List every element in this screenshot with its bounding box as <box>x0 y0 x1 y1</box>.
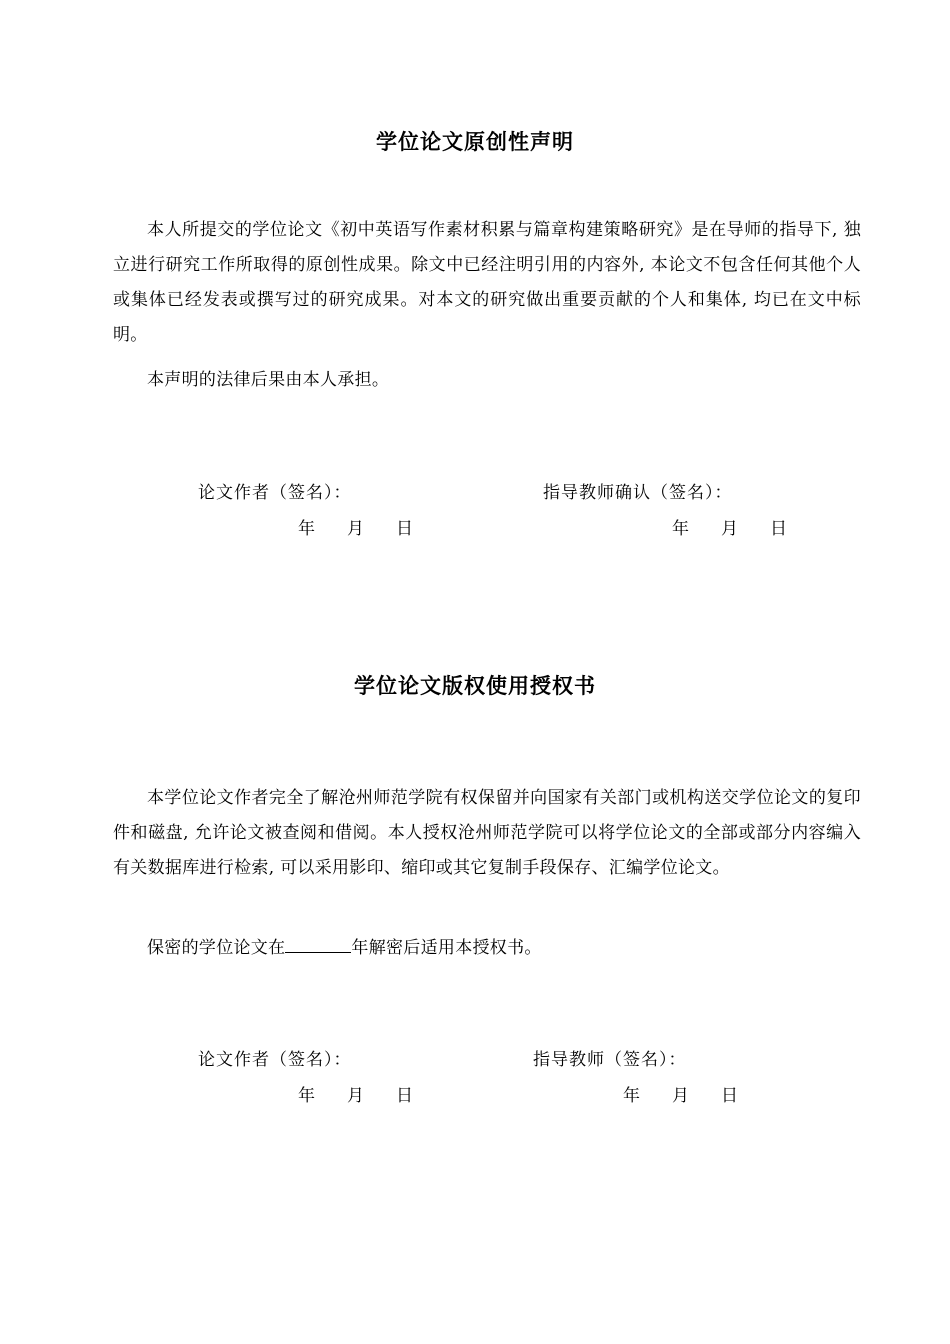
originality-advisor-date <box>672 514 787 539</box>
originality-title: 学位论文原创性声明 <box>376 130 574 154</box>
date-year: 年 <box>672 519 689 539</box>
originality-author-signature-label: 论文作者（签名）： <box>198 483 352 503</box>
date-month: 月 <box>672 1086 689 1106</box>
date-day: 日 <box>396 519 413 539</box>
originality-liability-paragraph: 本声明的法律后果由本人承担。 <box>147 370 390 390</box>
date-day: 日 <box>721 1086 738 1106</box>
originality-paragraph: 本人所提交的学位论文《初中英语写作素材积累与篇章构建策略研究》是在导师的指导下, 独立进行研究工作所取得的原创性成果。除文中已经注明引用的内容外, 本论文不包含任何其他个人或集体已经发表或撰写过的研究成果。对本文的研究做出重要贡献的个人和集体, 均已在文中标明。 <box>113 220 861 345</box>
date-year: 年 <box>298 519 315 539</box>
confidentiality-text-before: 保密的学位论文在 <box>147 938 286 958</box>
originality-advisor-signature-label: 指导教师确认（签名）： <box>543 483 733 503</box>
date-year: 年 <box>298 1086 315 1106</box>
confidentiality-text-after: 年解密后适用本授权书。 <box>351 938 542 958</box>
date-year: 年 <box>623 1086 640 1106</box>
date-day: 日 <box>770 519 787 539</box>
copyright-paragraph: 本学位论文作者完全了解沧州师范学院有权保留并向国家有关部门或机构送交学位论文的复印件和磁盘, 允许论文被查阅和借阅。本人授权沧州师范学院可以将学位论文的全部或部分内容编入有关数据库进行检索, 可以采用影印、缩印或其它复制手段保存、汇编学位论文。 <box>113 788 861 878</box>
year-blank-field <box>285 938 351 953</box>
originality-author-date <box>298 514 413 539</box>
copyright-advisor-date <box>623 1081 738 1106</box>
copyright-author-signature-label: 论文作者（签名）： <box>198 1050 352 1070</box>
date-month: 月 <box>721 519 738 539</box>
copyright-advisor-signature-label: 指导教师（签名）： <box>533 1050 687 1070</box>
confidentiality-paragraph <box>113 931 861 966</box>
date-month: 月 <box>347 519 364 539</box>
date-month: 月 <box>347 1086 364 1106</box>
date-day: 日 <box>396 1086 413 1106</box>
copyright-author-date <box>298 1081 413 1106</box>
copyright-title: 学位论文版权使用授权书 <box>354 674 596 698</box>
